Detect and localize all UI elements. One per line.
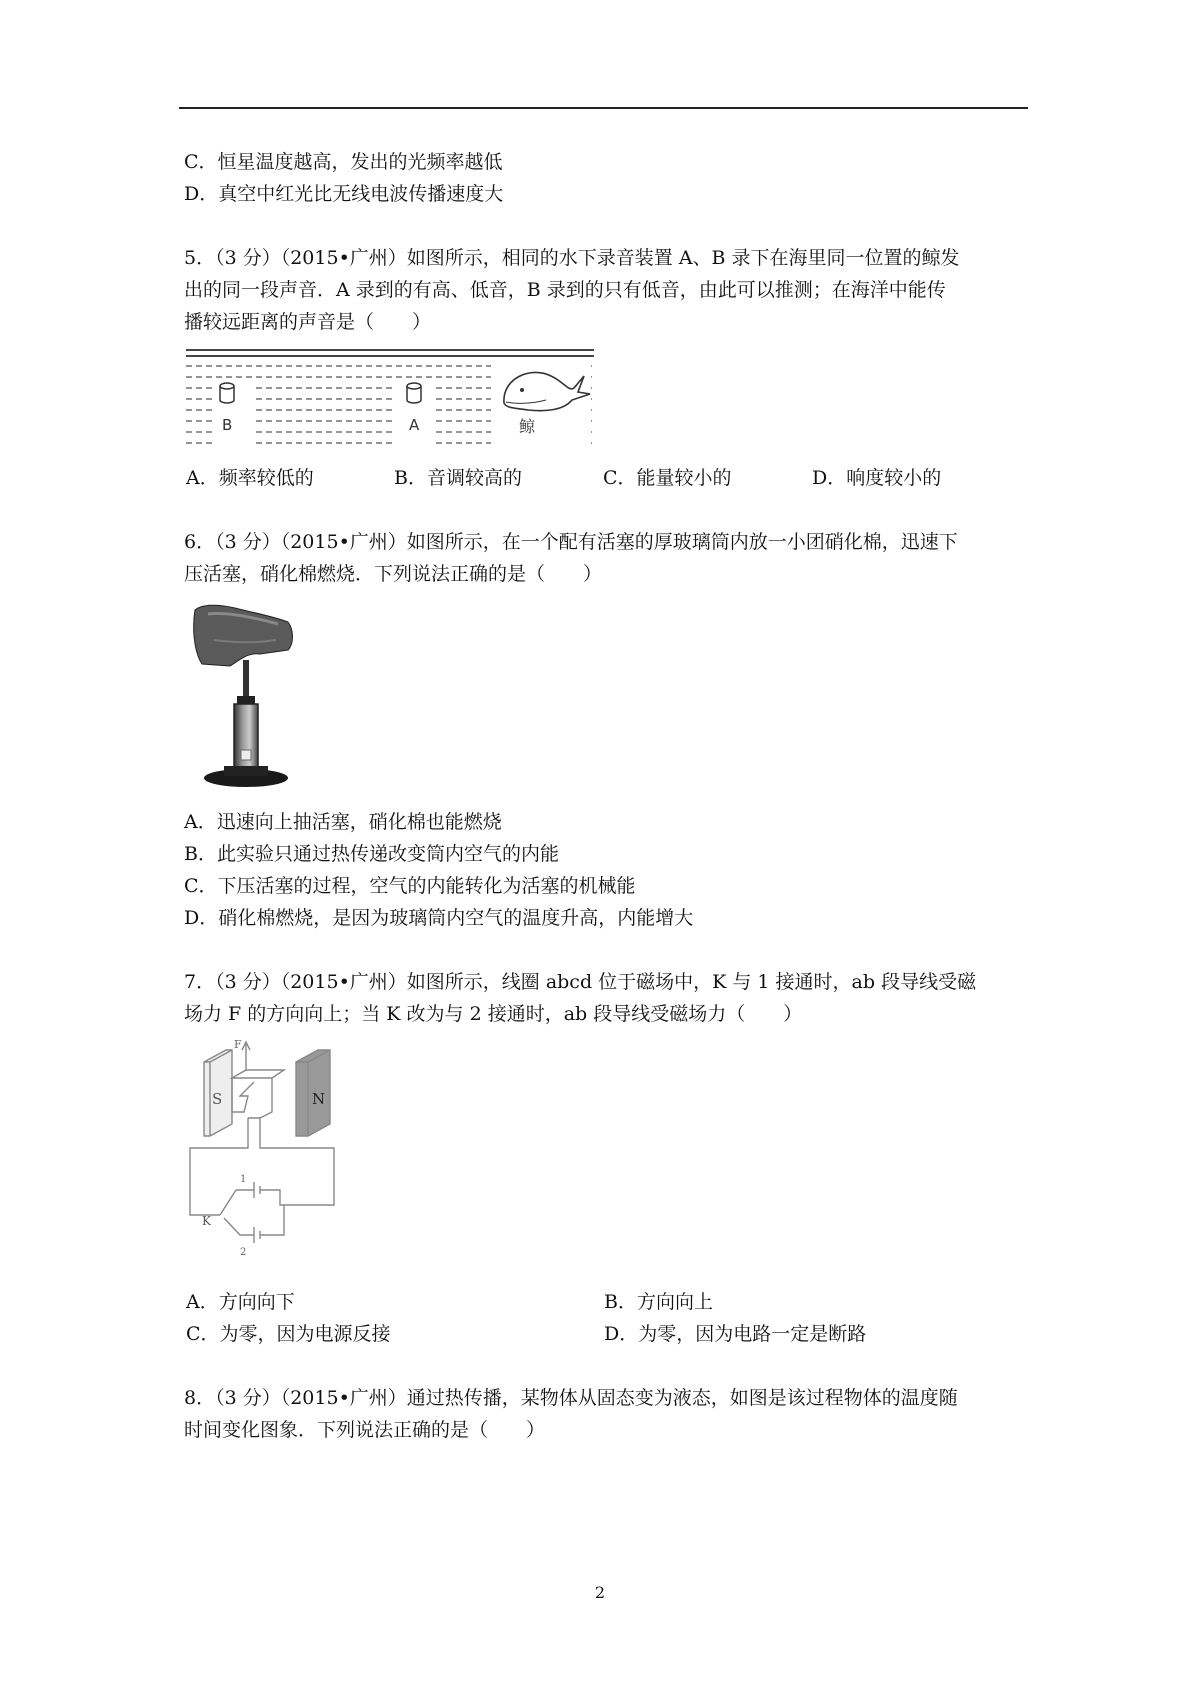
q5-stem-line-3: 播较远距离的声音是（ ） [184,311,432,333]
header-rule [179,107,1028,109]
q5-option-a[interactable]: A．频率较低的 [186,467,314,489]
q6-piston-figure [190,600,310,795]
q4-option-c: C．恒星温度越高，发出的光频率越低 [184,151,503,173]
q5-stem-line-2: 出的同一段声音．A 录到的有高、低音，B 录到的只有低音，由此可以推测；在海洋中能传 [184,279,946,301]
q6-option-d[interactable]: D．硝化棉燃烧，是因为玻璃筒内空气的温度升高，内能增大 [184,907,694,929]
hand-icon [194,605,293,666]
q7-stem-line-1: 7．（3 分）（2015•广州）如图所示，线圈 abcd 位于磁场中，K 与 1 接通时，ab 段导线受磁 [184,971,977,993]
q7-option-c[interactable]: C．为零，因为电源反接 [186,1323,391,1345]
force-label: F [234,1040,242,1051]
recorder-b-label: B [222,416,233,434]
south-pole-label: S [212,1090,223,1108]
q4-option-d: D．真空中红光比无线电波传播速度大 [184,183,504,205]
q8-stem-line-1: 8．（3 分）（2015•广州）通过热传播，某物体从固态变为液态，如图是该过程物体的温度随 [184,1387,958,1409]
q5-option-c[interactable]: C．能量较小的 [603,467,732,489]
q7-option-d[interactable]: D．为零，因为电路一定是断路 [604,1323,867,1345]
q5-stem-line-1: 5．（3 分）（2015•广州）如图所示，相同的水下录音装置 A、B 录下在海里同一位置的鲸发 [184,247,960,269]
whale-label: 鲸 [519,417,536,436]
page-number: 2 [594,1583,606,1602]
q6-option-c[interactable]: C．下压活塞的过程，空气的内能转化为活塞的机械能 [184,875,636,897]
q5-option-b[interactable]: B．音调较高的 [394,467,522,489]
north-pole-label: N [312,1090,326,1108]
q7-stem-line-2: 场力 F 的方向向上；当 K 改为与 2 接通时，ab 段导线受磁场力（ ） [184,1003,803,1025]
q5-option-d[interactable]: D．响度较小的 [812,467,942,489]
q8-stem-line-2: 时间变化图象．下列说法正确的是（ ） [184,1419,546,1441]
contact-1-label: 1 [240,1174,247,1185]
q6-stem-line-1: 6．（3 分）（2015•广州）如图所示，在一个配有活塞的厚玻璃筒内放一小团硝化棉，迅速下 [184,531,958,553]
switch-k-label: K [202,1214,211,1228]
q6-option-b[interactable]: B．此实验只通过热传递改变筒内空气的内能 [184,843,559,865]
q6-option-a[interactable]: A．迅速向上抽活塞，硝化棉也能燃烧 [184,811,502,833]
contact-2-label: 2 [240,1247,247,1258]
recorder-a-label: A [409,416,420,434]
q7-coil-figure [184,1040,344,1265]
q7-option-b[interactable]: B．方向向上 [604,1291,713,1313]
q7-option-a[interactable]: A．方向向下 [186,1291,295,1313]
q5-sea-figure [186,348,596,448]
q6-stem-line-2: 压活塞，硝化棉燃烧．下列说法正确的是（ ） [184,563,603,585]
